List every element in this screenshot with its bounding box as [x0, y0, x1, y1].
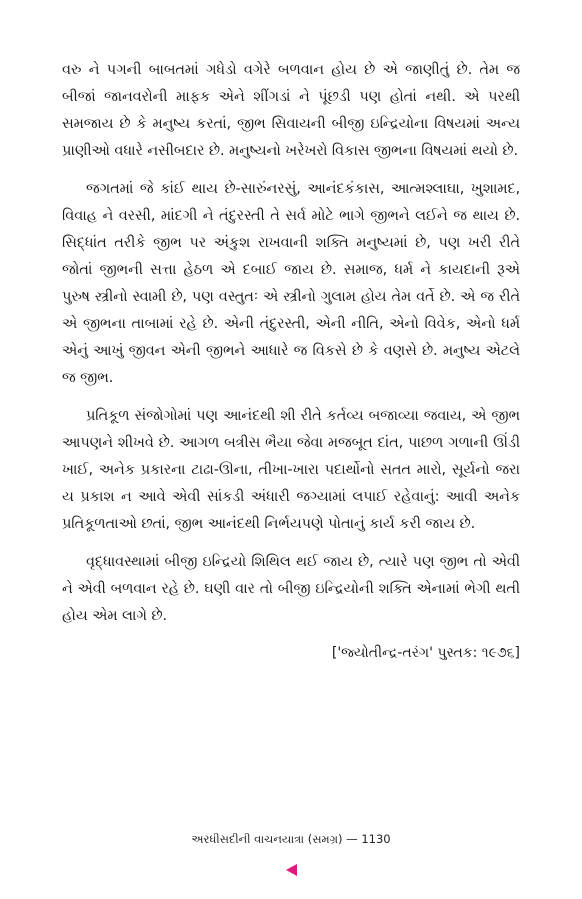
page-footer: અરધીસદીની વાચનયાત્રા (સમગ્ર) — 1130 [191, 832, 391, 846]
previous-page-icon[interactable] [286, 864, 297, 876]
paragraph-2: જગતમાં જે કાંઈ થાય છે-સારુંનરસું, આનંદકંકાસ, આત્મશ્લાઘા, ખુશામદ, વિવાહ ને વરસી, માંદગી ને તંદુરસ્તી તે સર્વ મોટે ભાગે જીભને લઈને જ થાય છે. સિદ્ધાંત તરીકે જીભ પર અંકુશ રાખવાની શક્તિ મનુષ્યમાં છે, પણ ખરી રીતે જોતાં જીભની સત્તા હેઠળ એ દબાઈ જાય છે. સમાજ, ધર્મ ને કાયદાની રૂએ પુરુષ સ્ત્રીનો સ્વામી છે, પણ વસ્તુતઃ એ સ્ત્રીનો ગુલામ હોય તેમ વર્તે છે. એ જ રીતે એ જીભના તાબામાં રહે છે. એની તંદુરસ્તી, એની નીતિ, એનો વિવેક, એનો ધર્મ એનું આખું જીવન એની જીભને આધારે જ વિકસે છે કે વણસે છે. મનુષ્ય એટલે જ જીભ. [62, 181, 520, 386]
article-body [62, 57, 520, 665]
paragraph-1: વરુ ને પગની બાબતમાં ગધેડો વગેરે બળવાન હોય છે એ જાણીતું છે. તેમ જ બીજાં જાનવરોની માફક એને શીંગડાં ને પૂંછડી પણ હોતાં નથી. એ પરથી સમજાય છે કે મનુષ્ય કરતાં, જીભ સિવાયની બીજી ઇન્દ્રિયોના વિષયમાં અન્ય પ્રાણીઓ વધારે નસીબદાર છે. મનુષ્યનો ખરેખરો વિકાસ જીભના વિષયમાં થયો છે. [62, 62, 520, 159]
source-citation: ['જ્યોતીન્દ્ર-તરંગ' પુસ્તક: ૧૯૭૬] [331, 645, 520, 661]
paragraph-3: પ્રતિકૂળ સંજોગોમાં પણ આનંદથી શી રીતે કર્તવ્ય બજાવ્યા જવાય, એ જીભ આપણને શીખવે છે. આગળ બત્રીસ ભૈયા જેવા મજબૂત દાંત, પાછળ ગળાની ઊંડી ખાઈ, અનેક પ્રકારના ટાઢા-ઊના, તીખા-ખારા પદાર્થોનો સતત મારો, સૂર્યનો જરા ય પ્રકાશ ન આવે એવી સાંકડી અંધારી જગ્યામાં લપાઈ રહેવાનું: આવી અનેક પ્રતિકૂળતાઓ છતાં, જીભ આનંદથી નિર્ભયપણે પોતાનું કાર્ય કરી જાય છે. [62, 408, 520, 532]
paragraph-4: વૃદ્ધાવસ્થામાં બીજી ઇન્દ્રિયો શિથિલ થઈ જાય છે, ત્યારે પણ જીભ તો એવી ને એવી બળવાન રહે છે. ઘણી વાર તો બીજી ઇન્દ્રિયોની શક્તિ એનામાં ભેગી થતી હોય એમ લાગે છે. [62, 554, 520, 624]
